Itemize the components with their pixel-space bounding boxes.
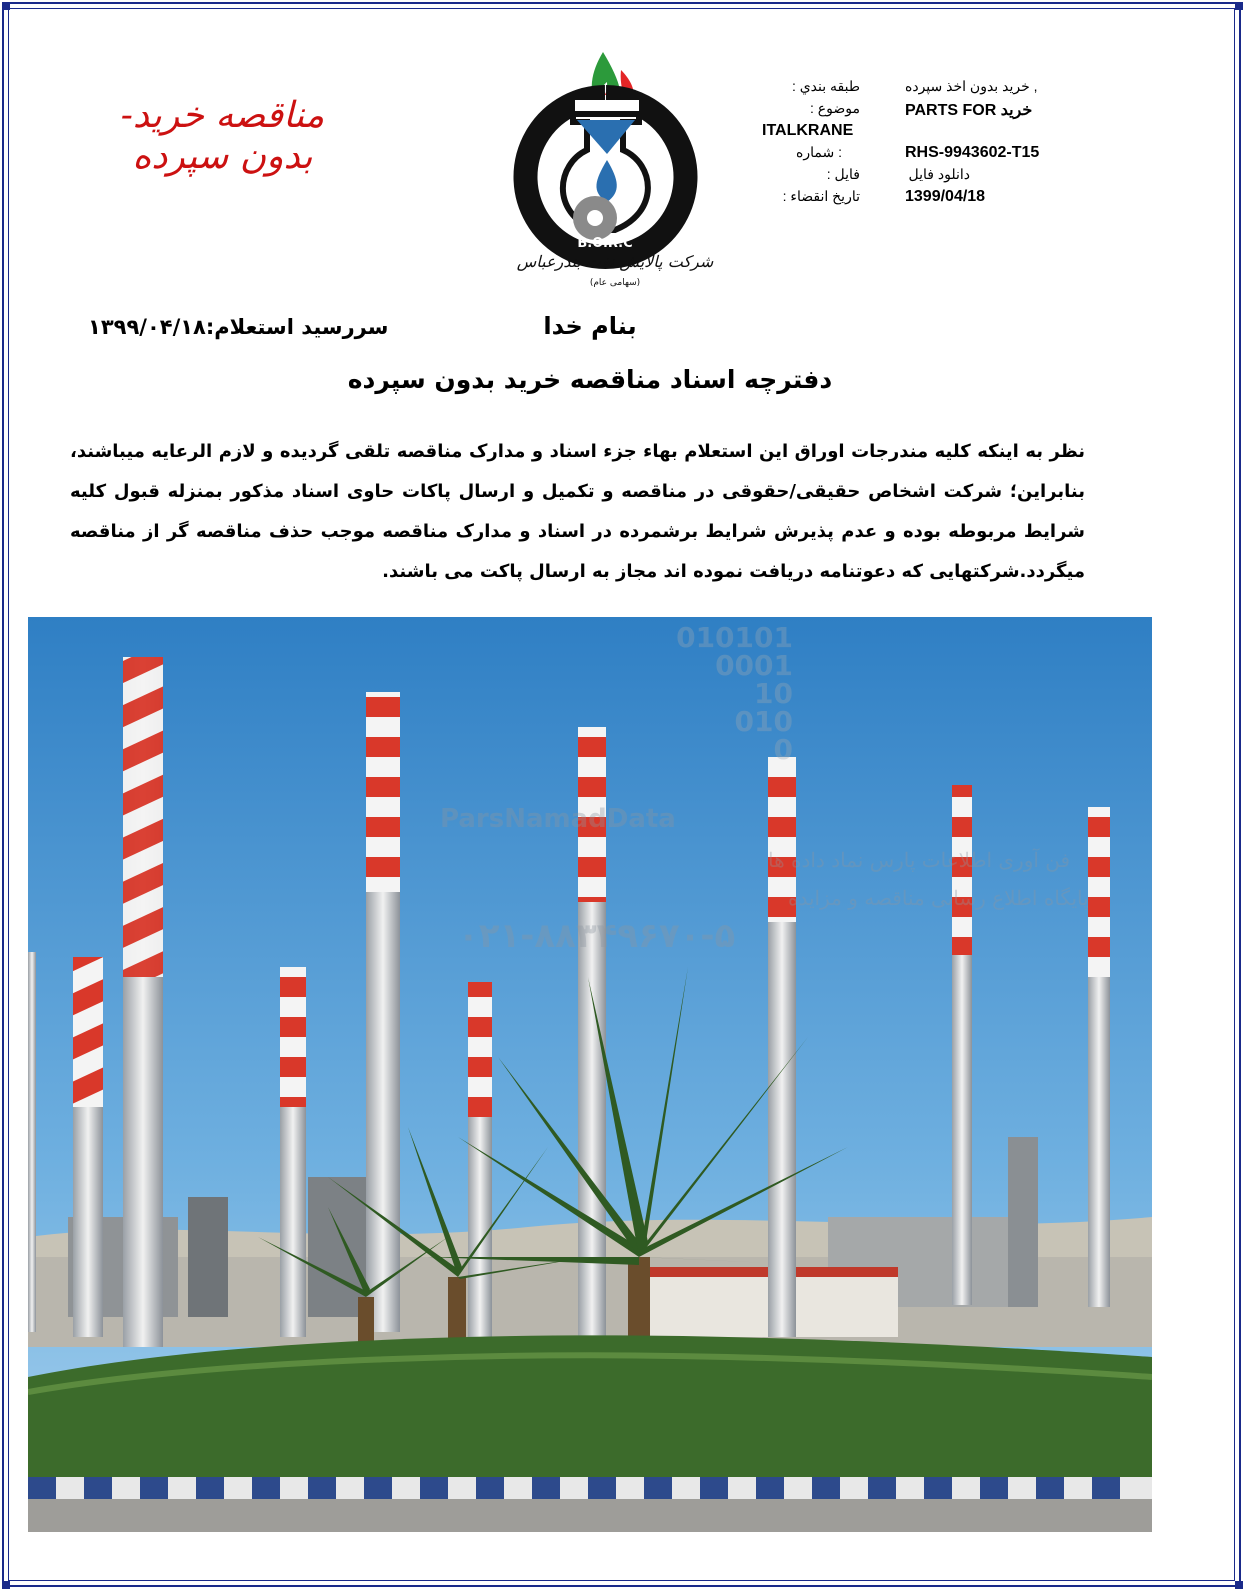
category-value: , خريد بدون اخذ سپرده [905, 78, 1038, 94]
number-label: : شماره [796, 144, 842, 160]
document-metadata [762, 78, 1100, 210]
watermark-phone: ۰۲۱-۸۸۳۴۹۶۷۰-۵ [458, 916, 736, 956]
category-label: طبقه بندي : [791, 78, 860, 94]
borc-logo-icon [495, 42, 735, 292]
watermark-line1: فن آوری اطلاعات پارس نماد داده ها [768, 848, 1071, 872]
logo-company-name: شرکت پالایش نفت بندرعباس [516, 252, 714, 271]
frame-corner [1235, 2, 1243, 10]
subject-value: PARTS FOR خريد [905, 102, 1033, 119]
inquiry-deadline: سررسید استعلام:۱۳۹۹/۰۴/۱۸ [88, 315, 389, 339]
watermark-binary: 10 [754, 677, 793, 710]
watermark-binary: 0 [773, 733, 793, 766]
company-logo [495, 42, 735, 292]
frame-corner [1235, 1581, 1243, 1589]
subject-value-continued: ITALKRANE [762, 122, 854, 139]
frame-corner [2, 1581, 10, 1589]
bename-heading: بنام خدا [543, 312, 637, 340]
terms-paragraph: نظر به اینکه کلیه مندرجات اوراق این استعلام بهاء جزء اسناد و مدارک مناقصه تلقی گردیده و لازم الرعایه میباشند، بنابراین؛ شرکت اشخاص حقیقی/حقوقی در مناقصه و تکمیل و ارسال پاکات حاوی اسناد مذکور بمنزله قبول کلیه شرایط مربوطه بوده و عدم پذیرش شرایط برشمرده در اسناد و مدارک مناقصه موجب حذف مناقصه گر از مناقصه میگردد.شرکتهایی که دعوتنامه دریافت نموده اند مجاز به ارسال پاکت می باشند. [70, 441, 1085, 582]
watermark-binary: 010 [734, 705, 793, 738]
tender-number: RHS-9943602-T15 [905, 144, 1040, 161]
expiry-date: 1399/04/18 [905, 188, 986, 205]
watermark-binary: 010101 [676, 621, 793, 654]
watermark-brand: ParsNamadData [440, 804, 676, 834]
frame-corner [2, 2, 10, 10]
watermark-binary: 0001 [715, 649, 793, 682]
subject-label: موضوع : [810, 100, 860, 116]
logo-subtitle: (سهامی عام) [589, 278, 641, 288]
logo-abbreviation: B.O.R.C [577, 236, 633, 251]
expiry-label: تاريخ انقضاء : [782, 188, 860, 204]
refinery-photo [28, 617, 1152, 1532]
document-title: دفترچه اسناد مناقصه خرید بدون سپرده [347, 365, 833, 394]
handwritten-title: مناقصه خرید- بدون سپرده [120, 95, 325, 177]
refinery-image [28, 617, 1152, 1532]
download-file-link[interactable]: دانلود فايل [908, 166, 970, 182]
file-label: فايل : [826, 166, 860, 182]
watermark-line2: پایگاه اطلاع رسانی مناقصه و مزایده [788, 886, 1089, 910]
